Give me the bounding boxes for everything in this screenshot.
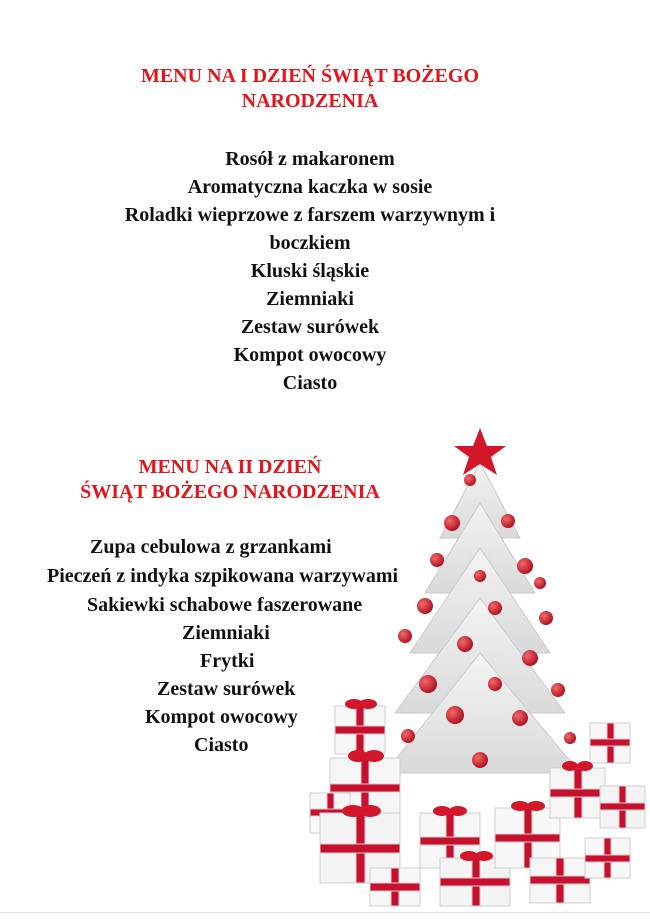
menu-2-item: Sakiewki schabowe faszerowane	[87, 594, 363, 616]
menu-2-title	[40, 455, 420, 505]
menu-1-item: Aromatyczna kaczka w sosie	[187, 176, 433, 198]
menu-1-title-line-2: NARODZENIA	[241, 90, 379, 112]
menu-2-title-line-2: ŚWIĄT BOŻEGO NARODZENIA	[80, 481, 380, 503]
menu-1-item: Zestaw surówek	[240, 316, 380, 338]
menu-1-item: Ciasto	[282, 372, 338, 394]
menu-1-list	[60, 147, 560, 399]
menu-1-item: Rosół z makaronem	[225, 148, 395, 170]
menu-1-title	[60, 64, 560, 114]
menu-1-item: Roladki wieprzowe z farszem warzywnym i	[124, 204, 496, 226]
menu-2-title-line-1: MENU NA II DZIEŃ	[138, 456, 322, 478]
menu-2-item: Frytki	[200, 650, 255, 672]
menu-2-item: Zestaw surówek	[157, 678, 296, 700]
menu-2-item: Zupa cebulowa z grzankami	[90, 536, 332, 558]
menu-1-item: Kluski śląskie	[250, 260, 370, 282]
menu-1-title-line-1: MENU NA I DZIEŃ ŚWIĄT BOŻEGO	[140, 65, 480, 87]
menu-2-item: Kompot owocowy	[145, 706, 298, 728]
menu-1-item: Ziemniaki	[266, 288, 354, 310]
menu-2-item: Ziemniaki	[182, 622, 270, 644]
menu-1-item: Kompot owocowy	[233, 344, 387, 366]
menu-2-item: Ciasto	[194, 734, 249, 756]
page-bottom-divider	[0, 912, 650, 913]
menu-1-item: boczkiem	[269, 232, 351, 254]
menu-2-item: Pieczeń z indyka szpikowana warzywami	[47, 565, 399, 587]
